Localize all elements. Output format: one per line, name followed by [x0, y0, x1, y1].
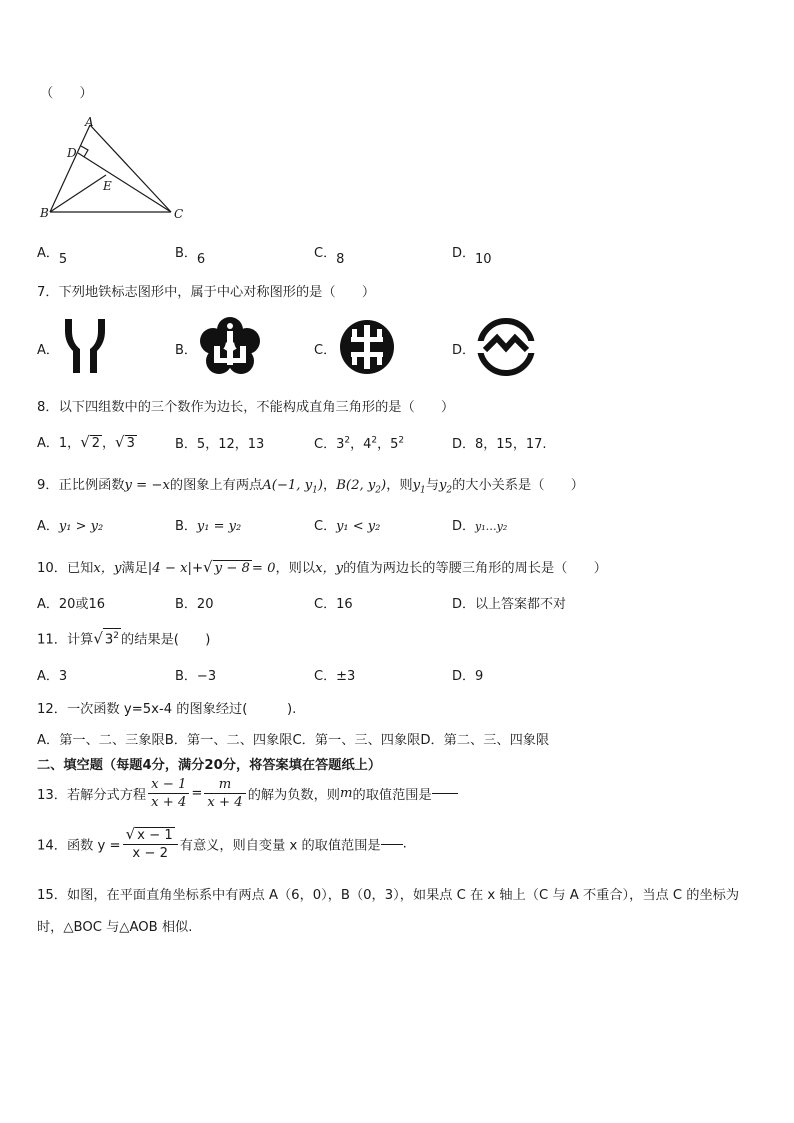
q14-fraction: $\frac{√ x - 1}{x - 2}$: [123, 826, 178, 862]
q7-question-text: 7．下列地铁标志图形中，属于中心对称图形的是（ ）: [37, 285, 376, 300]
q9-option-a[interactable]: A．y₁ > y₂: [37, 519, 104, 534]
q10-option-a[interactable]: A．20或16: [37, 597, 105, 612]
label-b: B: [40, 206, 49, 220]
q6-option-a[interactable]: A．5: [37, 246, 68, 267]
label-d: D: [67, 146, 77, 160]
q13-rhs-fraction: $\frac{m}{x + 4}$: [204, 776, 245, 811]
q6-option-b[interactable]: B．6: [175, 246, 206, 267]
q13-answer-blank[interactable]: [432, 793, 458, 794]
q11-option-c[interactable]: C．±3: [314, 669, 356, 684]
section-fill-blank-title: 二、填空题（每题4分，满分20分，将答案填在答题纸上）: [37, 758, 382, 773]
q8-question-text: 8．以下四组数中的三个数作为边长，不能构成直角三角形的是（ ）: [37, 400, 455, 415]
q11-option-b[interactable]: B．−3: [175, 669, 217, 684]
q12-question-text: 12．一次函数 y=5x-4 的图象经过( ).: [37, 702, 297, 717]
q10-option-b[interactable]: B．20: [175, 597, 214, 612]
q6-triangle-figure: [38, 115, 198, 225]
metro-logo-circle-icon: [339, 319, 395, 375]
q6-option-d[interactable]: D．10: [452, 246, 492, 267]
q7-option-b-label[interactable]: B．: [175, 343, 197, 358]
q11-option-d[interactable]: D．9: [452, 669, 484, 684]
q10-option-c[interactable]: C．16: [314, 597, 353, 612]
q11-question-text: 11．计算√ $3^2$ 的结果是( ): [37, 629, 211, 648]
q13-lhs-fraction: $\frac{x - 1}{x + 4}$: [148, 776, 189, 811]
q7-option-c-label[interactable]: C．: [314, 343, 337, 358]
q8-option-c[interactable]: C．$3^2$，$4^2$，$5^2$: [314, 435, 405, 452]
q8-option-b[interactable]: B．5，12，13: [175, 437, 265, 452]
q6-answer-bracket: （ ）: [40, 86, 93, 101]
q9-option-b[interactable]: B．y₁ = y₂: [175, 519, 242, 534]
q14-question-text: 14．函数 y = $\frac{√ x - 1}{x - 2}$ 有意义，则自变量 x 的取值范围是 .: [37, 825, 407, 861]
q9-question-text: 9．正比例函数y = −x的图象上有两点A(−1, $y_1$)，B(2, $y_2$)，则$y_1$与$y_2$的大小关系是（ ）: [37, 478, 584, 496]
q8-option-a[interactable]: A．1，√ 2 ，√ 3: [37, 433, 135, 451]
q9-option-d[interactable]: D．y₁…y₂: [452, 519, 508, 534]
metro-logo-y-icon: [60, 317, 110, 375]
q12-options-line[interactable]: A．第一、二、三象限B．第一、二、四象限C．第一、三、四象限D．第二、三、四象限: [37, 733, 550, 748]
q8-option-d[interactable]: D．8，15，17.: [452, 437, 547, 452]
q11-option-a[interactable]: A．3: [37, 669, 68, 684]
q13-question-text: 13．若解分式方程 $\frac{x - 1}{x + 4}$ = $\frac{m}{x + 4}$ 的解为负数，则m的取值范围是: [37, 776, 458, 811]
q14-answer-blank[interactable]: [381, 844, 403, 845]
q9-option-c[interactable]: C．y₁ < y₂: [314, 519, 381, 534]
q7-option-d-label[interactable]: D．: [452, 343, 476, 358]
metro-logo-flower-icon: [198, 316, 262, 378]
metro-logo-wave-icon: [477, 318, 535, 376]
label-c: C: [174, 207, 184, 221]
q15-question-line1: 15．如图，在平面直角坐标系中有两点 A（6，0），B（0，3），如果点 C 在 x 轴上（C 与 A 不重合），当点 C 的坐标为: [37, 888, 740, 903]
label-e: E: [103, 179, 112, 193]
q10-option-d[interactable]: D．以上答案都不对: [452, 597, 567, 612]
q10-question-text: 10．已知x，y满足|4 − x|+√ y − 8 = 0，则以x，y的值为两边长的等腰三角形的周长是（ ）: [37, 558, 607, 576]
label-a: A: [85, 115, 94, 129]
q7-option-a-label[interactable]: A．: [37, 343, 59, 358]
q6-option-c[interactable]: C．8: [314, 246, 345, 267]
q15-question-line2: 时，△BOC 与△AOB 相似.: [37, 920, 193, 935]
